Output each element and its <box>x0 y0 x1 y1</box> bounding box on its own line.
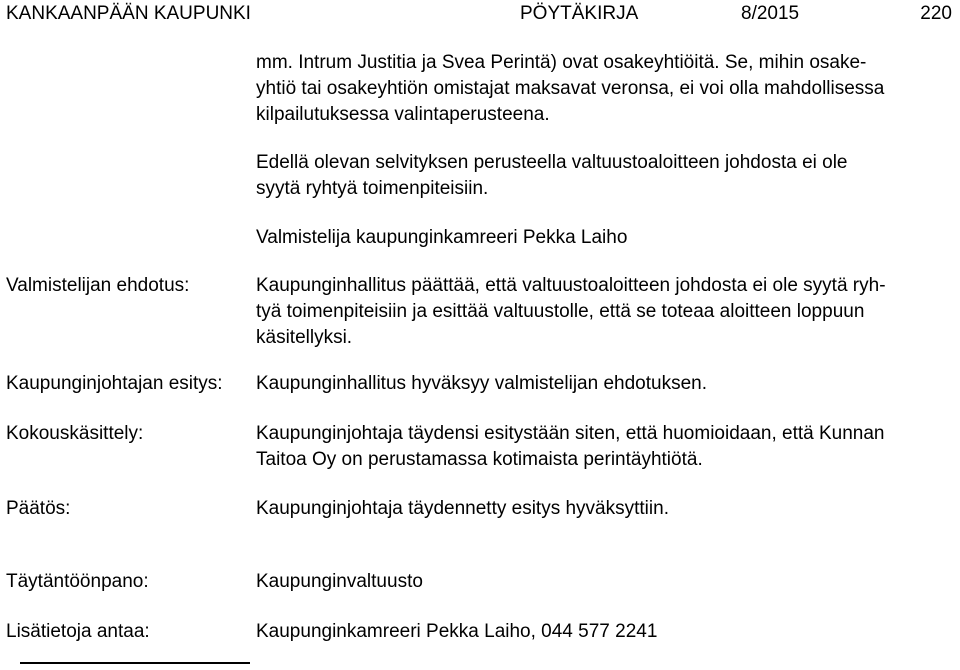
mayor-proposal-text: Kaupunginhallitus hyväksyy valmistelijan ehdotuksen. <box>256 373 707 394</box>
proposal-line: käsitellyksi. <box>256 327 353 348</box>
mayor-proposal-label: Kaupunginjohtajan esitys: <box>6 373 223 394</box>
document-type: PÖYTÄKIRJA <box>520 3 639 24</box>
execution-text: Kaupunginvaltuusto <box>256 571 423 592</box>
proposal-line: Kaupunginhallitus päättää, että valtuustoaloitteen johdosta ei ole syytä ryh- <box>256 275 886 296</box>
execution-label: Täytäntöönpano: <box>6 571 149 592</box>
intro-line: mm. Intrum Justitia ja Svea Perintä) ovat osakeyhtiöitä. Se, mihin osake- <box>256 52 867 73</box>
organization-name: KANKAANPÄÄN KAUPUNKI <box>6 3 251 24</box>
conclusion-line: Edellä olevan selvityksen perusteella valtuustoaloitteen johdosta ei ole <box>256 152 848 173</box>
proposal-label: Valmistelijan ehdotus: <box>6 275 190 296</box>
conclusion-paragraph <box>256 150 956 202</box>
more-info-text: Kaupunginkamreeri Pekka Laiho, 044 577 2241 <box>256 621 658 642</box>
intro-paragraph <box>256 50 956 128</box>
decision-text: Kaupunginjohtaja täydennetty esitys hyväksyttiin. <box>256 498 669 519</box>
meeting-handling-line: Kaupunginjohtaja täydensi esitystään siten, että huomioidaan, että Kunnan <box>256 423 885 444</box>
proposal-line: tyä toimenpiteisiin ja esittää valtuustolle, että se toteaa aloitteen loppuun <box>256 301 865 322</box>
meeting-handling-label: Kokouskäsittely: <box>6 423 144 444</box>
meeting-handling-line: Taitoa Oy on perustamassa kotimaista perintäyhtiötä. <box>256 449 703 470</box>
page-header <box>6 3 952 27</box>
meeting-number: 8/2015 <box>741 3 800 24</box>
preparer-line: Valmistelija kaupunginkamreeri Pekka Laiho <box>256 227 628 248</box>
conclusion-line: syytä ryhtyä toimenpiteisiin. <box>256 178 489 199</box>
page-number: 220 <box>920 3 952 24</box>
more-info-label: Lisätietoja antaa: <box>6 621 150 642</box>
meeting-handling-text <box>256 421 958 473</box>
footer-rule <box>20 662 250 664</box>
intro-line: kilpailutuksessa valintaperusteena. <box>256 104 550 125</box>
decision-label: Päätös: <box>6 498 71 519</box>
intro-line: yhtiö tai osakeyhtiön omistajat maksavat veronsa, ei voi olla mahdollisessa <box>256 78 885 99</box>
proposal-text <box>256 273 958 351</box>
